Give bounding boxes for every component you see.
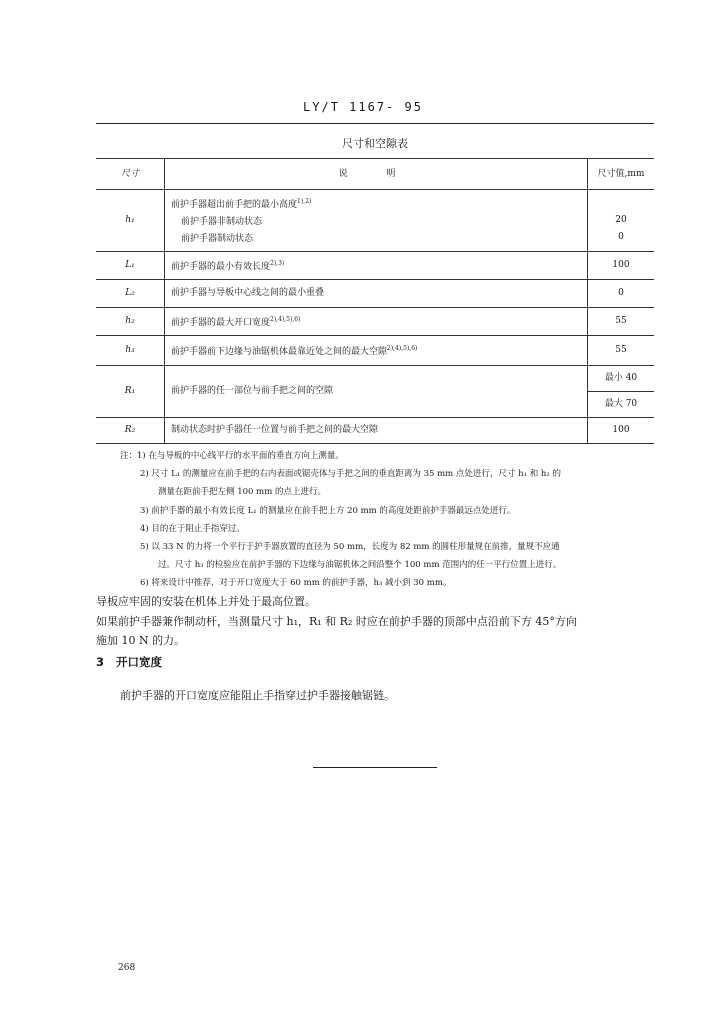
table-row bbox=[96, 418, 654, 444]
table-header-row bbox=[96, 159, 654, 190]
table-row bbox=[96, 366, 654, 418]
table-notes bbox=[120, 447, 660, 593]
section-number: 3 bbox=[96, 655, 105, 669]
note-line: 6) 将来设计中推荐，对于开口宽度大于 60 mm 的前护手器，h₃ 减小到 30 mm。 bbox=[140, 578, 452, 589]
row-value: 55 bbox=[588, 336, 655, 366]
end-rule bbox=[313, 767, 437, 768]
note-line: 5) 以 33 N 的力将一个平行于护手器放置的直径为 50 mm，长度为 82 mm 的圆柱形量规在前推，量规不应通 bbox=[140, 542, 560, 553]
section-heading bbox=[96, 654, 162, 670]
body-paragraph: 施加 10 N 的力。 bbox=[96, 634, 186, 647]
note-line: 3) 前护手器的最小有效长度 L₁ 的测量应在前手把上方 20 mm 的高度处距前护手器最远点处进行。 bbox=[140, 505, 516, 516]
dimensions-table bbox=[96, 158, 654, 444]
row-sub-value: 0 bbox=[618, 232, 624, 242]
header-rule bbox=[96, 123, 654, 124]
note-line: 测量在距前手把左侧 100 mm 的点上进行。 bbox=[158, 487, 326, 498]
section-text: 前护手器的开口宽度应能阻止手指穿过护手器接触锯链。 bbox=[120, 689, 395, 702]
row-symbol: h₂ bbox=[96, 308, 165, 336]
body-paragraph: 如果前护手器兼作制动杆，当测量尺寸 h₁，R₁ 和 R₂ 时应在前护手器的顶部中点沿前下方 45°方向 bbox=[96, 615, 577, 628]
row-symbol: h₁ bbox=[96, 190, 165, 252]
row-sub-description: 前护手器非制动状态 bbox=[181, 217, 263, 227]
note-line: 2) 尺寸 L₁ 的测量应在前手把的右内表面或锯壳体与手把之间的垂直距离为 35 mm 点处进行，尺寸 h₁ 和 h₂ 的 bbox=[140, 469, 561, 480]
footnote-ref: 2),4),5),6) bbox=[387, 345, 418, 352]
row-value: 100 bbox=[588, 252, 655, 280]
page-number: 268 bbox=[118, 963, 136, 973]
col-header-value: 尺寸值,mm bbox=[588, 159, 655, 190]
row-symbol: L₁ bbox=[96, 252, 165, 280]
row-description: 前护手器的最大开口宽度$^{2),4),5),6)}$ bbox=[165, 308, 588, 336]
row-description: 前护手器的最小有效长度$^{2),3)}$ bbox=[165, 252, 588, 280]
table-row bbox=[96, 280, 654, 308]
col-header-description: 说 明 bbox=[165, 159, 588, 190]
row-sub-description: 前护手器制动状态 bbox=[181, 234, 254, 244]
table-row bbox=[96, 336, 654, 366]
standard-code: LY/T 1167- 95 bbox=[303, 100, 423, 114]
footnote-ref: 1),2) bbox=[297, 198, 312, 205]
footnote-ref: 2),4),5),6) bbox=[270, 316, 301, 323]
note-line: 4) 目的在于阻止手指穿过。 bbox=[140, 523, 245, 534]
table-row bbox=[96, 308, 654, 336]
row-description: 前护手器的任一部位与前手把之间的空隙 bbox=[165, 366, 588, 418]
row-value bbox=[588, 190, 655, 252]
col-header-symbol: 尺寸 bbox=[96, 159, 165, 190]
body-paragraph: 导板应牢固的安装在机体上并处于最高位置。 bbox=[96, 595, 316, 608]
row-symbol: L₂ bbox=[96, 280, 165, 308]
row-description: 制动状态时护手器任一位置与前手把之间的最大空隙 bbox=[165, 418, 588, 444]
table-row bbox=[96, 252, 654, 280]
footnote-ref: 2),3) bbox=[270, 260, 285, 267]
row-sub-value: 20 bbox=[615, 215, 627, 225]
row-value-min: 最小 40 bbox=[604, 373, 638, 383]
row-value: 100 bbox=[588, 418, 655, 444]
row-value: 0 bbox=[588, 280, 655, 308]
row-value-max: 最大 70 bbox=[588, 391, 654, 417]
row-value bbox=[588, 366, 655, 418]
row-description: 前护手器前下边缘与油锯机体最靠近处之间的最大空隙$^{2),4),5),6)}$ bbox=[165, 336, 588, 366]
note-line: 过。尺寸 h₃ 的检验应在前护手器的下边缘与油锯机体之间沿整个 100 mm 范围内的任一平行位置上进行。 bbox=[158, 560, 562, 571]
row-symbol: h₃ bbox=[96, 336, 165, 366]
table-title: 尺寸和空隙表 bbox=[342, 137, 408, 150]
row-description: 前护手器与导板中心线之间的最小重叠 bbox=[165, 280, 588, 308]
row-description: 前护手器超出前手把的最小高度$^{1),2)}$ 前护手器非制动状态 前护手器制动状态 bbox=[165, 190, 588, 252]
section-title: 开口宽度 bbox=[116, 655, 163, 669]
row-symbol: R₁ bbox=[96, 366, 165, 418]
note-line: 注：1) 在与导板的中心线平行的水平面的垂直方向上测量。 bbox=[120, 451, 344, 461]
table-row bbox=[96, 190, 654, 252]
row-symbol: R₂ bbox=[96, 418, 165, 444]
row-value: 55 bbox=[588, 308, 655, 336]
